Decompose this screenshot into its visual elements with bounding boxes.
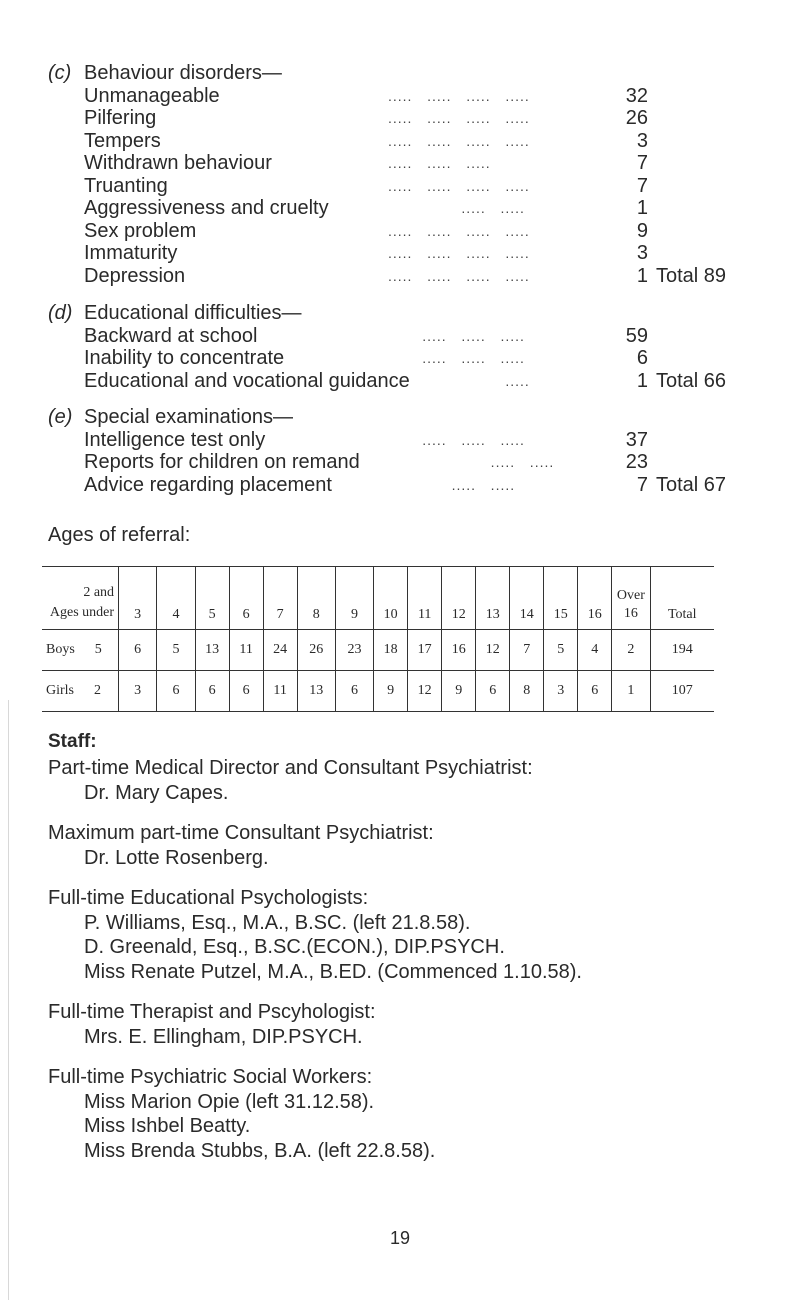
section-heading: Behaviour disorders— (84, 62, 282, 84)
leader-dots: ..... ..... (388, 454, 555, 470)
table-cell: 6 (195, 671, 229, 712)
header-cell: 15 (544, 567, 578, 630)
leader-dots: ..... (388, 372, 530, 389)
staff-member: Miss Renate Putzel, M.A., B.ED. (Commenced 1.10.58). (84, 960, 582, 983)
section-letter: (d) (48, 302, 73, 324)
table-cell: 194 (650, 630, 714, 671)
table-cell: 11 (263, 671, 297, 712)
table-cell: 7 (510, 630, 544, 671)
header-cell: 3 (119, 567, 157, 630)
leader-dots: ..... ..... ..... ..... (388, 245, 530, 261)
table-cell: 6 (229, 671, 263, 712)
section-total: Total 67 (656, 473, 727, 496)
list-item: Inability to concentrate ..... ..... ..... 6 (84, 347, 648, 369)
table-cell: 11 (229, 630, 263, 671)
leader-dots: ..... ..... ..... (388, 431, 525, 448)
table-cell: 5 (157, 630, 195, 671)
header-cell: Total (650, 567, 714, 630)
list-item: Depression ..... ..... ..... ..... 1 Total 89 (84, 264, 727, 287)
table-cell: 13 (297, 671, 335, 712)
table-cell: 107 (650, 671, 714, 712)
staff-group-title: Part-time Medical Director and Consultant Psychiatrist: (48, 757, 533, 779)
header-cell: 16 (578, 567, 612, 630)
list-item: Pilfering ..... ..... ..... ..... 26 (84, 107, 648, 129)
section-special-examinations (48, 406, 768, 496)
table-header-row (42, 567, 714, 630)
leader-dots: ..... ..... ..... ..... (388, 87, 530, 104)
table-cell: 3 (544, 671, 578, 712)
list-item: Immaturity ..... ..... ..... ..... 3 (84, 242, 648, 264)
staff-member: Miss Ishbel Beatty. (84, 1115, 251, 1137)
header-cell: Over 16 (612, 567, 650, 630)
list-item: Sex problem ..... ..... ..... ..... 9 (84, 219, 648, 242)
table-cell: 1 (612, 671, 650, 712)
list-item: Aggressiveness and cruelty ..... ..... 1 (84, 197, 648, 219)
staff-section (48, 728, 768, 1163)
list-item: Educational and vocational guidance ..... 1 Total 66 (84, 369, 727, 392)
table-cell: 8 (510, 671, 544, 712)
table-cell: 17 (408, 630, 442, 671)
staff-member: P. Williams, Esq., M.A., B.SC. (left 21.8.58). (84, 911, 471, 934)
table-cell: 5 (544, 630, 578, 671)
list-item: Tempers ..... ..... ..... ..... 3 (84, 129, 648, 152)
table-cell: 4 (578, 630, 612, 671)
table-cell: 6 (335, 671, 373, 712)
staff-group-title: Full-time Therapist and Pscyhologist: (48, 1001, 376, 1023)
header-cell: 6 (229, 567, 263, 630)
header-cell: 7 (263, 567, 297, 630)
scan-edge-line (8, 700, 9, 1300)
list-item: Backward at school ..... ..... ..... 59 (84, 324, 648, 347)
staff-member: Miss Marion Opie (left 31.12.58). (84, 1090, 375, 1113)
table-cell: 24 (263, 630, 297, 671)
table-cell: 6 (157, 671, 195, 712)
header-cell: 11 (408, 567, 442, 630)
ages-title: Ages of referral: (48, 524, 191, 546)
table-cell: 12 (408, 671, 442, 712)
table-cell: 16 (442, 630, 476, 671)
header-cell: 13 (476, 567, 510, 630)
leader-dots: ..... ..... ..... ..... (388, 110, 530, 126)
ages-table (42, 566, 714, 712)
section-heading: Special examinations— (84, 406, 293, 428)
staff-member: Mrs. E. Ellingham, DIP.PSYCH. (84, 1025, 363, 1048)
staff-member: Miss Brenda Stubbs, B.A. (left 22.8.58). (84, 1139, 436, 1162)
header-cell: 5 (195, 567, 229, 630)
leader-dots: ..... ..... ..... ..... (388, 132, 530, 149)
table-cell: 6 (476, 671, 510, 712)
table-cell: 6 (578, 671, 612, 712)
section-total: Total 89 (656, 264, 727, 287)
list-item: Unmanageable ..... ..... ..... ..... 32 (84, 84, 648, 107)
table-cell: 18 (374, 630, 408, 671)
list-item: Intelligence test only ..... ..... ..... 37 (84, 428, 648, 451)
table-cell: 9 (374, 671, 408, 712)
header-cell: 8 (297, 567, 335, 630)
leader-dots: ..... ..... ..... (388, 350, 525, 366)
row-label-cell: Girls 2 (42, 671, 119, 712)
header-cell: 9 (335, 567, 373, 630)
table-cell: 12 (476, 630, 510, 671)
staff-group-title: Full-time Educational Psychologists: (48, 887, 369, 909)
table-cell: 23 (335, 630, 373, 671)
header-cell: 4 (157, 567, 195, 630)
table-cell: 26 (297, 630, 335, 671)
list-item: Truanting ..... ..... ..... ..... 7 (84, 174, 648, 197)
leader-dots: ..... ..... (388, 476, 516, 493)
staff-member: Dr. Lotte Rosenberg. (84, 846, 269, 869)
table-cell: 9 (442, 671, 476, 712)
table-cell: 3 (119, 671, 157, 712)
table-cell: 2 (612, 630, 650, 671)
section-heading: Educational difficulties— (84, 302, 302, 324)
list-item: Withdrawn behaviour ..... ..... ..... 7 (84, 152, 648, 174)
section-total: Total 66 (656, 369, 727, 392)
header-cell: 10 (374, 567, 408, 630)
header-cell: 12 (442, 567, 476, 630)
row-label-cell: Boys 5 (42, 630, 119, 671)
section-behaviour-disorders (48, 62, 768, 287)
staff-group-title: Maximum part-time Consultant Psychiatrist: (48, 822, 434, 844)
table-row-boys (42, 630, 714, 671)
table-row-girls (42, 671, 714, 712)
staff-member: D. Greenald, Esq., B.SC.(ECON.), DIP.PSYCH. (84, 936, 505, 958)
header-cell: 2 and Ages under (42, 567, 119, 630)
header-cell: 14 (510, 567, 544, 630)
table-cell: 13 (195, 630, 229, 671)
leader-dots: ..... ..... (388, 200, 525, 216)
leader-dots: ..... ..... ..... (388, 327, 525, 344)
list-item: Reports for children on remand ..... ..... 23 (84, 451, 648, 473)
table-cell: 6 (119, 630, 157, 671)
leader-dots: ..... ..... ..... ..... (388, 222, 530, 239)
leader-dots: ..... ..... ..... ..... (388, 267, 530, 284)
staff-member: Dr. Mary Capes. (84, 781, 229, 804)
section-letter: (e) (48, 406, 73, 428)
section-educational-difficulties (48, 302, 768, 392)
page-number: 19 (389, 1228, 411, 1248)
staff-heading: Staff: (48, 731, 97, 752)
section-letter: (c) (48, 62, 72, 84)
leader-dots: ..... ..... ..... (388, 155, 491, 171)
staff-group-title: Full-time Psychiatric Social Workers: (48, 1066, 373, 1088)
leader-dots: ..... ..... ..... ..... (388, 177, 530, 194)
list-item: Advice regarding placement ..... ..... 7 Total 67 (84, 473, 727, 496)
